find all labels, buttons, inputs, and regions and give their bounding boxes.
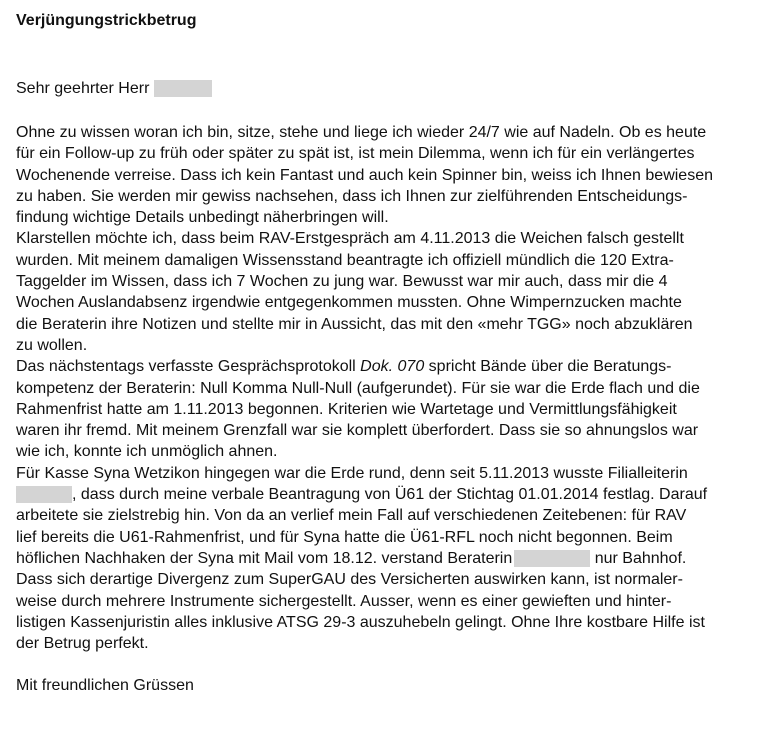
paragraph-2-line: Wochen Auslandabsenz irgendwie entgegenkommen mussten. Ohne Wimpernzucken machte [16,294,682,312]
paragraph-2-line: Taggelder im Wissen, dass ich 7 Wochen zu jung war. Bewusst war mir auch, dass mir die 4 [16,273,668,291]
paragraph-4-line: Dass sich derartige Divergenz zum SuperGAU des Versicherten auswirken kann, ist normaler- [16,571,683,589]
paragraph-4-line: lief bereits die U61-Rahmenfrist, und für Syna hatte die Ü61-RFL noch nicht begonnen. Beim [16,528,673,546]
paragraph-2-line: wurden. Mit meinem damaligen Wissensstand beantragte ich offiziell mündlich die 120 Extra- [16,251,674,269]
redacted-branch-manager-name [16,486,72,503]
paragraph-2-line: zu wollen. [16,336,88,354]
paragraph-3-line: kompetenz der Beraterin: Null Komma Null-Null (aufgerundet). Für sie war die Erde flach und die [16,379,700,397]
paragraph-1-line: Ohne zu wissen woran ich bin, sitze, stehe und liege ich wieder 24/7 wie auf Nadeln. Ob es heute [16,124,707,141]
paragraph-4-line: listigen Kassenjuristin alles inklusive ATSG 29-3 auszuhebeln gelingt. Ohne Ihre kostbare Hilfe ist [16,613,705,631]
document-reference: Dok. 070 [360,358,425,376]
p4-text-before-redaction: höflichen Nachhaken der Syna mit Mail vom 18.12. verstand Beraterin [16,549,513,567]
paragraph-1-line: findung wichtige Details unbedingt näherbringen will. [16,209,389,227]
salutation [16,78,751,100]
paragraph-2-line: die Beraterin ihre Notizen und stellte mir in Aussicht, das mit den «mehr TGG» noch abzuklären [16,315,693,333]
paragraph-3-line: Rahmenfrist hatte am 1.11.2013 begonnen. Kriterien wie Wartetage und Vermittlungsfähigkeit [16,400,677,418]
paragraph-4-line: Für Kasse Syna Wetzikon hingegen war die Erde rund, denn seit 5.11.2013 wusste Filialleiterin [16,464,688,482]
paragraph-1-line: zu haben. Sie werden mir gewiss nachsehen, dass ich Ihnen zur zielführenden Entscheidungs- [16,187,688,205]
paragraph-1-line: für ein Follow-up zu früh oder später zu spät ist, ist mein Dilemma, wenn ich für ein verlängertes [16,145,695,163]
redacted-recipient-name [154,80,212,97]
paragraph-1-line: Wochenende verreise. Dass ich kein Fantast und auch kein Spinner bin, weiss ich Ihnen bewiesen [16,166,713,184]
salutation-text: Sehr geehrter Herr [16,80,150,97]
paragraph-3-line: wie ich, konnte ich unmöglich ahnen. [16,443,278,461]
paragraph-4-line [16,484,751,505]
letter-body [16,122,751,654]
closing: Mit freundlichen Grüssen [16,677,194,695]
p4-text-after-redaction: , dass durch meine verbale Beantragung von Ü61 der Stichtag 01.01.2014 festlag. Darauf [72,486,708,504]
paragraph-4-line [16,548,751,569]
p3-text-after-ref: spricht Bände über die Beratungs- [424,358,672,376]
paragraph-3-line: waren ihr fremd. Mit meinem Grenzfall war sie komplett überfordert. Dass sie so ahnungslos war [16,422,699,440]
paragraph-3-line [16,356,751,377]
paragraph-4-line: der Betrug perfekt. [16,635,149,653]
paragraph-4-line: weise durch mehrere Instrumente sichergestellt. Ausser, wenn es einer gewieften und hinter- [16,592,672,610]
p3-text-before-ref: Das nächstentags verfasste Gesprächsprotokoll [16,358,361,376]
letter-title: Verjüngungstrickbetrug [16,12,197,29]
letter [16,10,751,697]
paragraph-2-line: Klarstellen möchte ich, dass beim RAV-Erstgespräch am 4.11.2013 die Weichen falsch gestellt [16,230,684,248]
redacted-advisor-name [514,550,590,567]
paragraph-4-line: arbeitete sie zielstrebig hin. Von da an verlief mein Fall auf verschiedenen Zeitebenen: für RAV [16,507,687,525]
p4-text-after-advisor: nur Bahnhof. [590,549,687,567]
